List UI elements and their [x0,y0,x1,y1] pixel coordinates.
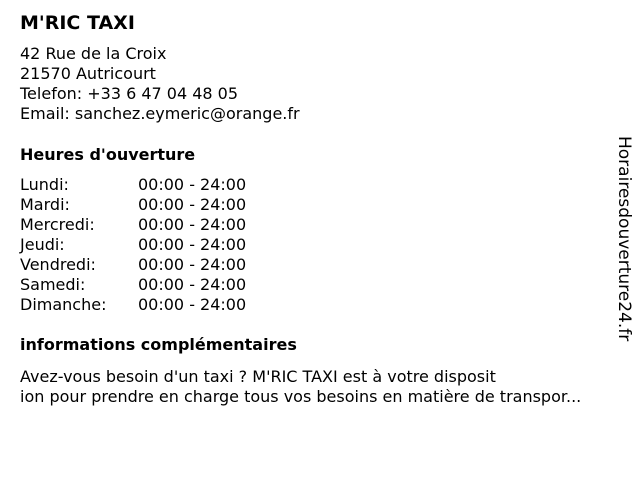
time-range: 00:00 - 24:00 [138,215,247,234]
hours-row-monday [20,175,620,195]
phone-number[interactable]: Telefon: +33 6 47 04 48 05 [20,84,239,103]
info-line-1: Avez-vous besoin d'un taxi ? M'RIC TAXI est à votre disposit [20,367,496,386]
hours-row-friday [20,255,620,275]
site-watermark: Horairesdouverture24.fr [614,136,634,342]
day-label: Vendredi: [20,255,96,274]
additional-info-text [20,367,620,407]
time-range: 00:00 - 24:00 [138,275,247,294]
hours-row-tuesday [20,195,620,215]
hours-row-thursday [20,235,620,255]
address-street: 42 Rue de la Croix [20,44,167,63]
opening-hours-heading: Heures d'ouverture [20,145,196,164]
business-name: M'RIC TAXI [20,12,135,34]
day-label: Mardi: [20,195,70,214]
time-range: 00:00 - 24:00 [138,195,247,214]
additional-info-heading: informations complémentaires [20,335,297,354]
day-label: Jeudi: [20,235,65,254]
day-label: Mercredi: [20,215,95,234]
hours-row-saturday [20,275,620,295]
day-label: Dimanche: [20,295,107,314]
hours-row-wednesday [20,215,620,235]
email-address[interactable]: Email: sanchez.eymeric@orange.fr [20,104,300,123]
info-line-2: ion pour prendre en charge tous vos besoins en matière de transpor... [20,387,582,406]
opening-hours-table [20,175,620,315]
business-card [20,10,620,407]
address-block [20,44,620,124]
day-label: Lundi: [20,175,69,194]
time-range: 00:00 - 24:00 [138,295,247,314]
day-label: Samedi: [20,275,86,294]
time-range: 00:00 - 24:00 [138,235,247,254]
time-range: 00:00 - 24:00 [138,255,247,274]
hours-row-sunday [20,295,620,315]
address-city: 21570 Autricourt [20,64,156,83]
time-range: 00:00 - 24:00 [138,175,247,194]
